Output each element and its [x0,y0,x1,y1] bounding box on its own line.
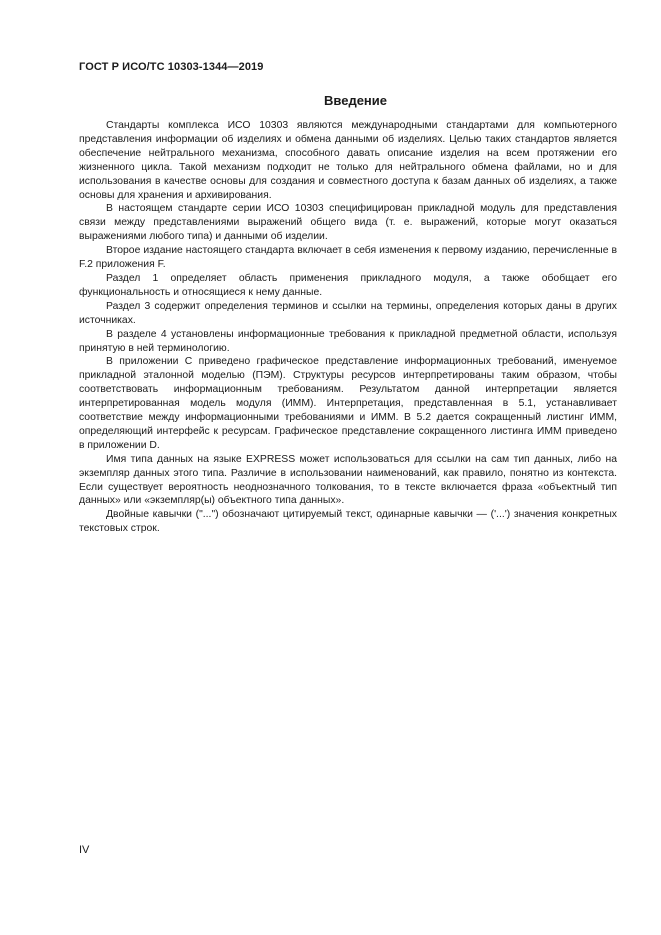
paragraph: В разделе 4 установлены информационные требования к прикладной предметной области, используя принятую в ней терминологию. [79,328,617,354]
paragraph: В настоящем стандарте серии ИСО 10303 специфицирован прикладной модуль для представления связи между представлениями выражений общего вида (т. е. выражений, которые могут оказаться выражениями любого типа) и данными об изделии. [79,203,617,243]
paragraph: Двойные кавычки ("...") обозначают цитируемый текст, одинарные кавычки — ('...') значения конкретных текстовых строк. [79,509,617,535]
body-text [79,119,617,536]
page-number: IV [79,844,90,856]
standard-id: ГОСТ Р ИСО/ТС 10303-1344—2019 [79,61,264,73]
paragraph: Стандарты комплекса ИСО 10303 являются международными стандартами для компьютерного представления информации об изделиях и обмена данными об изделиях. Целью таких стандартов является обеспечение нейтрального механизма, способного давать описание изделия на всем протяжении его жизненного цикла. Такой механизм подходит не только для нейтрального обмена файлами, но и для использования в качестве основы для создания и совместного доступа к базам данных об изделиях, а также основы для хранения и архивирования. [79,120,617,201]
paragraph: Второе издание настоящего стандарта включает в себя изменения к первому изданию, перечисленные в F.2 приложения F. [79,245,617,271]
paragraph: Раздел 3 содержит определения терминов и ссылки на термины, определения которых даны в других источниках. [79,300,617,326]
paragraph: Имя типа данных на языке EXPRESS может использоваться для ссылки на сам тип данных, либо на экземпляр данных этого типа. Различие в использовании наименований, как правило, понятно из контекста. Если существует вероятность неоднозначного толкования, то в тексте включается фраза «объектный тип данных» или «экземпляр(ы) объектного типа данных». [79,453,617,507]
paragraph: Раздел 1 определяет область применения прикладного модуля, а также обобщает его функциональность и относящиеся к нему данные. [79,272,617,298]
section-title: Введение [324,93,387,108]
paragraph: В приложении С приведено графическое представление информационных требований, именуемое прикладной эталонной моделью (ПЭМ). Структуры ресурсов интерпретированы таким образом, чтобы соответствовать информационным требованиям. Результатом данной интерпретации является интерпретированная модель модуля (ИММ). Интерпретация, представленная в 5.1, устанавливает соответствие между информационными требованиями и ИММ. В 5.2 дается сокращенный листинг ИММ, определяющий интерфейс к ресурсам. Графическое представление сокращенного листинга ИММ приведено в приложении D. [79,356,617,451]
